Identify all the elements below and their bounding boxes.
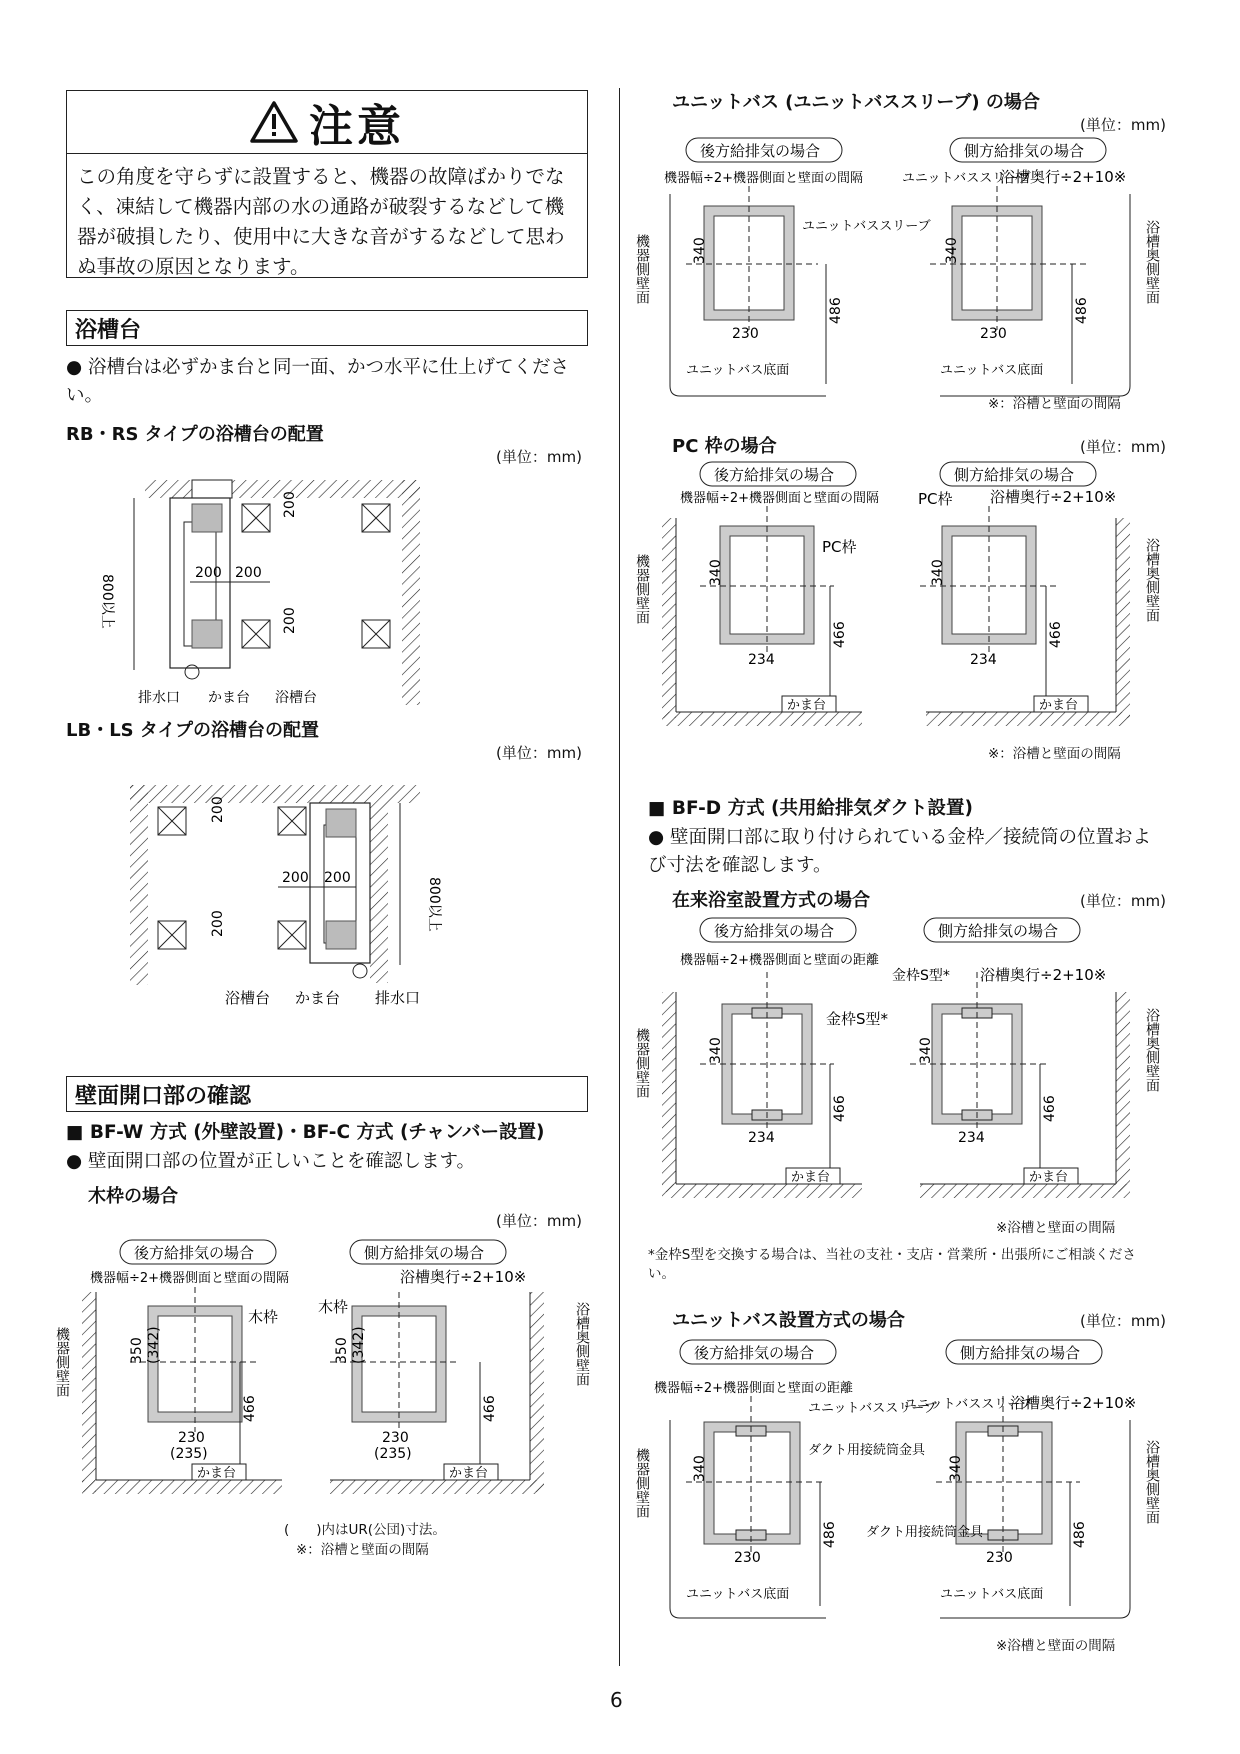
wood-frame-unit: (単位：mm) [496,1212,582,1230]
wood-dim-350-side: 350 [334,1337,350,1364]
conv-wall-back: 浴槽奥側壁面 [1144,1008,1160,1092]
unitbath2-diagram [634,1336,1170,1636]
unitbath2-title: ユニットバス設置方式の場合 [672,1310,905,1331]
ub2-dim-340-side: 340 [948,1455,964,1482]
pc-tag-side: 側方給排気の場合 [954,466,1075,484]
wood-tag-side: 側方給排気の場合 [364,1244,485,1262]
conventional-note: ※浴槽と壁面の間隔 [996,1220,1116,1236]
rb-dim-200a: 200 [195,565,222,581]
pc-label-rear: PC枠 [822,538,857,556]
warning-triangle-icon [249,100,299,144]
ub2-dim-340: 340 [692,1455,708,1482]
ub2-duct-side: ダクト用接続筒金具 [866,1525,984,1540]
conv-dim-466-side: 466 [1042,1095,1058,1122]
ub-tag-rear: 後方給排気の場合 [700,142,821,160]
bf-w-subhead: ■ BF-W 方式 (外壁設置)・BF-C 方式 (チャンバー設置) [66,1122,545,1143]
rb-rs-title: RB・RS タイプの浴槽台の配置 [66,424,324,445]
pc-diagram [634,458,1170,738]
unitbath-diagram [634,134,1170,424]
conv-dim-466: 466 [832,1095,848,1122]
wood-label-side: 木枠 [318,1298,349,1316]
ub-floor-side: ユニットバス底面 [940,363,1044,378]
conventional-unit: (単位：mm) [1080,892,1166,910]
pc-dim-side-top: 浴槽奥行÷2+10※ [990,488,1117,506]
ub2-tag-side: 側方給排気の場合 [960,1344,1081,1362]
ub2-dim-rear-top: 機器幅÷2+機器側面と壁面の距離 [654,1381,854,1396]
ub2-dim-486: 486 [822,1521,838,1548]
ub-dim-side-top: 浴槽奥行÷2+10※ [1000,168,1127,186]
warning-title: 注意 [309,101,405,152]
ub2-dim-230-side: 230 [986,1550,1013,1566]
pc-wall-back: 浴槽奥側壁面 [1144,538,1160,622]
rb-rs-unit: (単位：mm) [496,448,582,466]
pc-unit: (単位：mm) [1080,438,1166,456]
ub2-floor-rear: ユニットバス底面 [686,1587,790,1602]
wood-wall-side: 機器側壁面 [54,1327,70,1397]
conv-dim-340-side: 340 [918,1037,934,1064]
ub2-duct-rear: ダクト用接続筒金具 [808,1443,926,1458]
lb-label-yokusou: 浴槽台 [225,989,271,1007]
unitbath2-note: ※浴槽と壁面の間隔 [996,1638,1116,1654]
ub-dim-340-side: 340 [944,237,960,264]
wood-dim-rear-top: 機器幅÷2+機器側面と壁面の間隔 [90,1271,290,1286]
conv-dim-234: 234 [748,1130,775,1146]
ub-dim-230-side: 230 [980,326,1007,342]
bathtub-stand-note: ● 浴槽台は必ずかま台と同一面、かつ水平に仕上げてください。 [66,357,570,406]
pc-note: ※：浴槽と壁面の間隔 [988,746,1121,762]
ub-tag-side: 側方給排気の場合 [964,142,1085,160]
rb-rs-diagram [99,470,430,715]
ub-wall-back: 浴槽奥側壁面 [1144,220,1160,304]
lb-dim-200a: 200 [210,796,226,823]
column-divider [619,88,620,1666]
lb-dim-800: 800以上 [426,877,442,932]
wood-dim-466-side: 466 [482,1395,498,1422]
ub-sleeve-side: ユニットバススリーブ [902,171,1031,186]
unitbath-title: ユニットバス (ユニットバススリーブ) の場合 [672,92,1040,113]
wood-dim-230-side: 230 [382,1430,409,1446]
wood-frame-diagram [54,1232,600,1512]
unitbath-note: ※：浴槽と壁面の間隔 [988,396,1121,412]
ub-sleeve-rear: ユニットバススリーブ [802,219,931,234]
conv-dim-rear-top: 機器幅÷2+機器側面と壁面の距離 [680,953,880,968]
conv-kamadai-side: かま台 [1029,1170,1069,1185]
conv-kanawaku-rear: 金枠S型* [826,1010,889,1028]
pc-dim-rear-top: 機器幅÷2+機器側面と壁面の間隔 [680,491,880,506]
ub-wall-side: 機器側壁面 [634,234,650,304]
pc-dim-340-side: 340 [930,559,946,586]
pc-kamadai-rear: かま台 [787,698,827,713]
wood-dim-235-side: (235) [374,1446,412,1462]
ub2-dim-side-top: 浴槽奥行÷2+10※ [1010,1394,1137,1412]
warning-header [67,91,587,154]
warning-box [66,90,588,278]
lb-ls-unit: (単位：mm) [496,744,582,762]
conv-dim-234-side: 234 [958,1130,985,1146]
wood-dim-342: (342) [146,1326,162,1364]
rb-dim-800: 800以上 [99,574,115,629]
bf-d-note: ● 壁面開口部に取り付けられている金枠／接続筒の位置および寸法を確認します。 [648,827,1152,876]
wood-dim-230: 230 [178,1430,205,1446]
rb-label-kamadai: かま台 [208,690,250,706]
pc-kamadai-side: かま台 [1039,698,1079,713]
wood-wall-back: 浴槽奥側壁面 [574,1302,590,1386]
pc-dim-234: 234 [748,652,775,668]
wood-frame-title: 木枠の場合 [88,1186,178,1207]
conv-wall-side: 機器側壁面 [634,1028,650,1098]
lb-dim-200c: 200 [282,870,309,886]
ub-dim-486-side: 486 [1074,297,1090,324]
rb-label-yokusou: 浴槽台 [275,690,317,706]
lb-label-drain: 排水口 [375,989,421,1007]
bf-d-subhead: ■ BF-D 方式 (共用給排気ダクト設置) [648,798,973,819]
wood-dim-side-top: 浴槽奥行÷2+10※ [400,1268,527,1286]
ub2-sleeve-side: ユニットバススリーブ [904,1397,1033,1412]
wood-label-kamadai-rear: かま台 [197,1466,237,1481]
ub2-dim-486-side: 486 [1072,1521,1088,1548]
wall-right [402,480,420,705]
pc-dim-466-side: 466 [1048,621,1064,648]
pc-tag-rear: 後方給排気の場合 [714,466,835,484]
conventional-diagram [634,912,1170,1212]
wood-dim-466: 466 [242,1395,258,1422]
ub-dim-230: 230 [732,326,759,342]
wood-note-gap: ※：浴槽と壁面の間隔 [296,1542,429,1558]
lb-ls-diagram [120,775,450,1015]
ub2-wall-back: 浴槽奥側壁面 [1144,1440,1160,1524]
wood-dim-235: (235) [170,1446,208,1462]
ub-dim-rear-top: 機器幅÷2+機器側面と壁面の間隔 [664,171,864,186]
wood-label-kamadai-side: かま台 [449,1466,489,1481]
section-heading-wall-opening: 壁面開口部の確認 [66,1076,588,1112]
conv-dim-340: 340 [708,1037,724,1064]
pc-dim-340: 340 [708,559,724,586]
ub-dim-486: 486 [828,297,844,324]
unitbath-unit: (単位：mm) [1080,116,1166,134]
conventional-footnote: *金枠S型を交換する場合は、当社の支社・支店・営業所・出張所にご相談ください。 [648,1247,1136,1282]
ub2-dim-230: 230 [734,1550,761,1566]
ub-dim-340: 340 [692,237,708,264]
lb-dim-200d: 200 [324,870,351,886]
pc-title: PC 枠の場合 [672,436,777,457]
page-number: 6 [610,1688,623,1712]
rb-dim-200c: 200 [282,491,298,518]
ub-floor-rear: ユニットバス底面 [686,363,790,378]
lb-ls-title: LB・LS タイプの浴槽台の配置 [66,720,319,741]
conv-tag-side: 側方給排気の場合 [938,922,1059,940]
conv-tag-rear: 後方給排気の場合 [714,922,835,940]
wood-dim-350: 350 [129,1337,145,1364]
conventional-title: 在来浴室設置方式の場合 [672,890,870,911]
ub2-tag-rear: 後方給排気の場合 [694,1344,815,1362]
pc-label-side: PC枠 [918,490,953,508]
wood-tag-rear: 後方給排気の場合 [134,1244,255,1262]
wood-label-rear: 木枠 [248,1308,279,1326]
pc-wall-side: 機器側壁面 [634,554,650,624]
rb-dim-200b: 200 [235,565,262,581]
wall-opening-note: ● 壁面開口部の位置が正しいことを確認します。 [66,1151,476,1172]
lb-label-kamadai: かま台 [295,989,341,1007]
ub2-wall-side: 機器側壁面 [634,1448,650,1518]
pc-dim-234-side: 234 [970,652,997,668]
conv-kanawaku-side: 金枠S型* [892,968,950,984]
wood-dim-342-side: (342) [351,1326,367,1364]
conv-dim-side-top: 浴槽奥行÷2+10※ [980,966,1107,984]
lb-dim-200b: 200 [210,910,226,937]
conv-kamadai-rear: かま台 [791,1170,831,1185]
rb-label-drain: 排水口 [138,690,180,706]
wood-note-ur: ( )内はUR(公団)寸法。 [284,1522,446,1538]
ub2-floor-side: ユニットバス底面 [940,1587,1044,1602]
section-heading-bathtub-stand: 浴槽台 [66,310,588,346]
ub2-sleeve-rear: ユニットバススリーブ [808,1401,937,1416]
warning-text: この角度を守らずに設置すると、機器の故障ばかりでなく、凍結して機器内部の水の通路が破裂するなどして機器が破損したり、使用中に大きな音がするなどして思わぬ事故の原因となります。 [77,165,565,278]
pc-dim-466: 466 [832,621,848,648]
rb-dim-200d: 200 [282,607,298,634]
unitbath2-unit: (単位：mm) [1080,1312,1166,1330]
